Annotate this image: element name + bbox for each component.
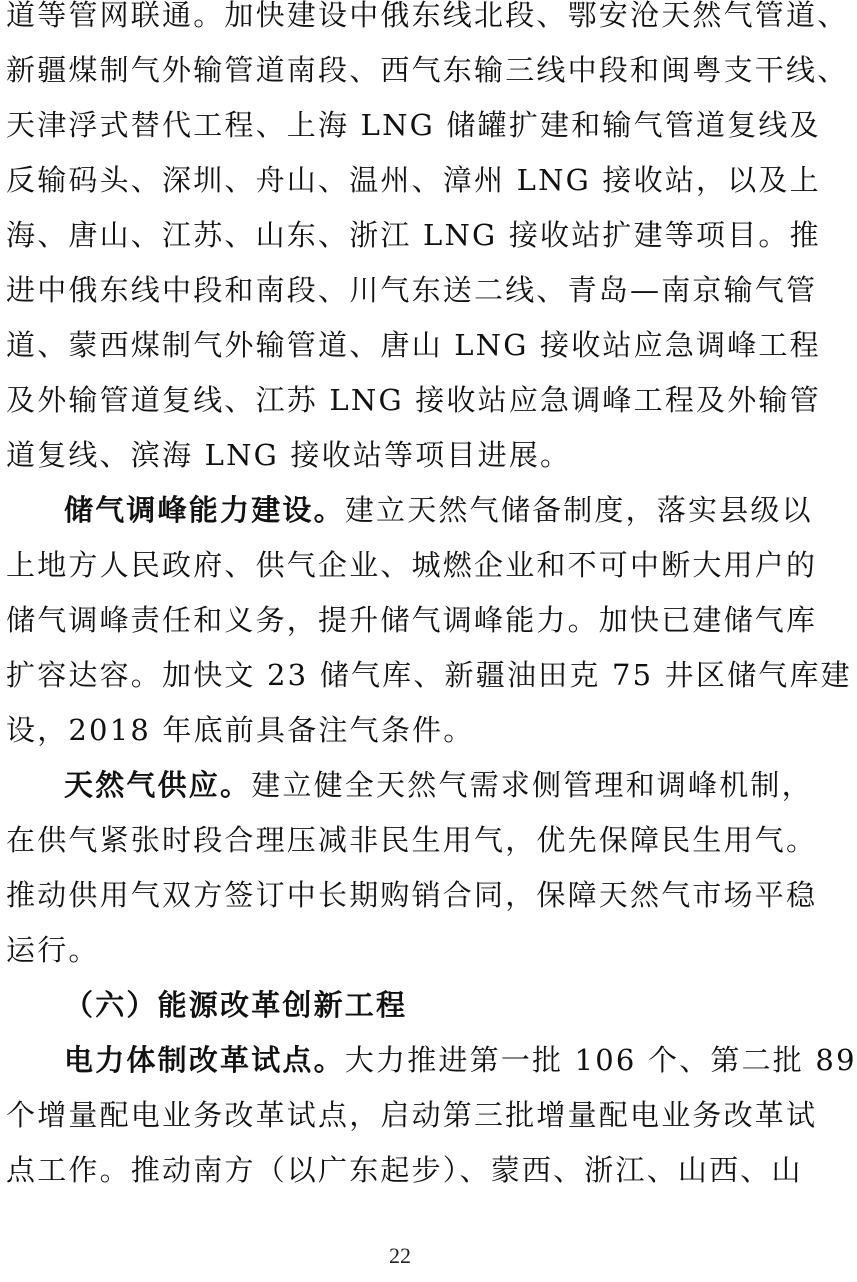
paragraph-line — [6, 483, 813, 538]
paragraph-line: 上地方人民政府、供气企业、城燃企业和不可中断大用户的 — [6, 548, 818, 582]
paragraph-text: 建立健全天然气需求侧管理和调峰机制， — [251, 768, 813, 802]
paragraph-line: 反输码头、深圳、舟山、温州、漳州 LNG 接收站，以及上 — [6, 163, 821, 197]
paragraph-text: 大力推进第一批 106 个、第二批 89 — [344, 1043, 857, 1077]
paragraph-line: 设，2018 年底前具备注气条件。 — [6, 713, 475, 747]
body-text — [6, 0, 857, 1198]
paragraph-lead: 储气调峰能力建设。 — [64, 493, 345, 527]
paragraph-line: 进中俄东线中段和南段、川气东送二线、青岛—南京输气管 — [6, 273, 818, 307]
paragraph-lead: 天然气供应。 — [64, 768, 252, 802]
paragraph-lead: 电力体制改革试点。 — [64, 1043, 345, 1077]
section-heading: （六）能源改革创新工程 — [64, 988, 408, 1022]
paragraph-line: 道等管网联通。加快建设中俄东线北段、鄂安沧天然气管道、 — [6, 0, 849, 32]
paragraph-line: 海、唐山、江苏、山东、浙江 LNG 接收站扩建等项目。推 — [6, 218, 821, 252]
paragraph-line: 新疆煤制气外输管道南段、西气东输三线中段和闽粤支干线、 — [6, 53, 849, 87]
paragraph-line: 道、蒙西煤制气外输管道、唐山 LNG 接收站应急调峰工程 — [6, 328, 821, 362]
page-number: 22 — [389, 1243, 411, 1268]
paragraph-line: 运行。 — [6, 933, 100, 967]
paragraph-line: 扩容达容。加快文 23 储气库、新疆油田克 75 井区储气库建 — [6, 658, 852, 692]
paragraph-line: 推动供用气双方签订中长期购销合同，保障天然气市场平稳 — [6, 878, 818, 912]
paragraph-line: 天津浮式替代工程、上海 LNG 储罐扩建和输气管道复线及 — [6, 108, 821, 142]
paragraph-line: 道复线、滨海 LNG 接收站等项目进展。 — [6, 438, 572, 472]
paragraph-line — [6, 758, 813, 813]
paragraph-line: 个增量配电业务改革试点，启动第三批增量配电业务改革试 — [6, 1098, 818, 1132]
paragraph-line: 储气调峰责任和义务，提升储气调峰能力。加快已建储气库 — [6, 603, 818, 637]
paragraph-line — [6, 1033, 857, 1088]
paragraph-text: 建立天然气储备制度，落实县级以 — [344, 493, 813, 527]
paragraph-line: 在供气紧张时段合理压减非民生用气，优先保障民生用气。 — [6, 823, 818, 857]
paragraph-line: 点工作。推动南方（以广东起步）、蒙西、浙江、山西、山 — [6, 1153, 803, 1187]
paragraph-line: 及外输管道复线、江苏 LNG 接收站应急调峰工程及外输管 — [6, 383, 821, 417]
